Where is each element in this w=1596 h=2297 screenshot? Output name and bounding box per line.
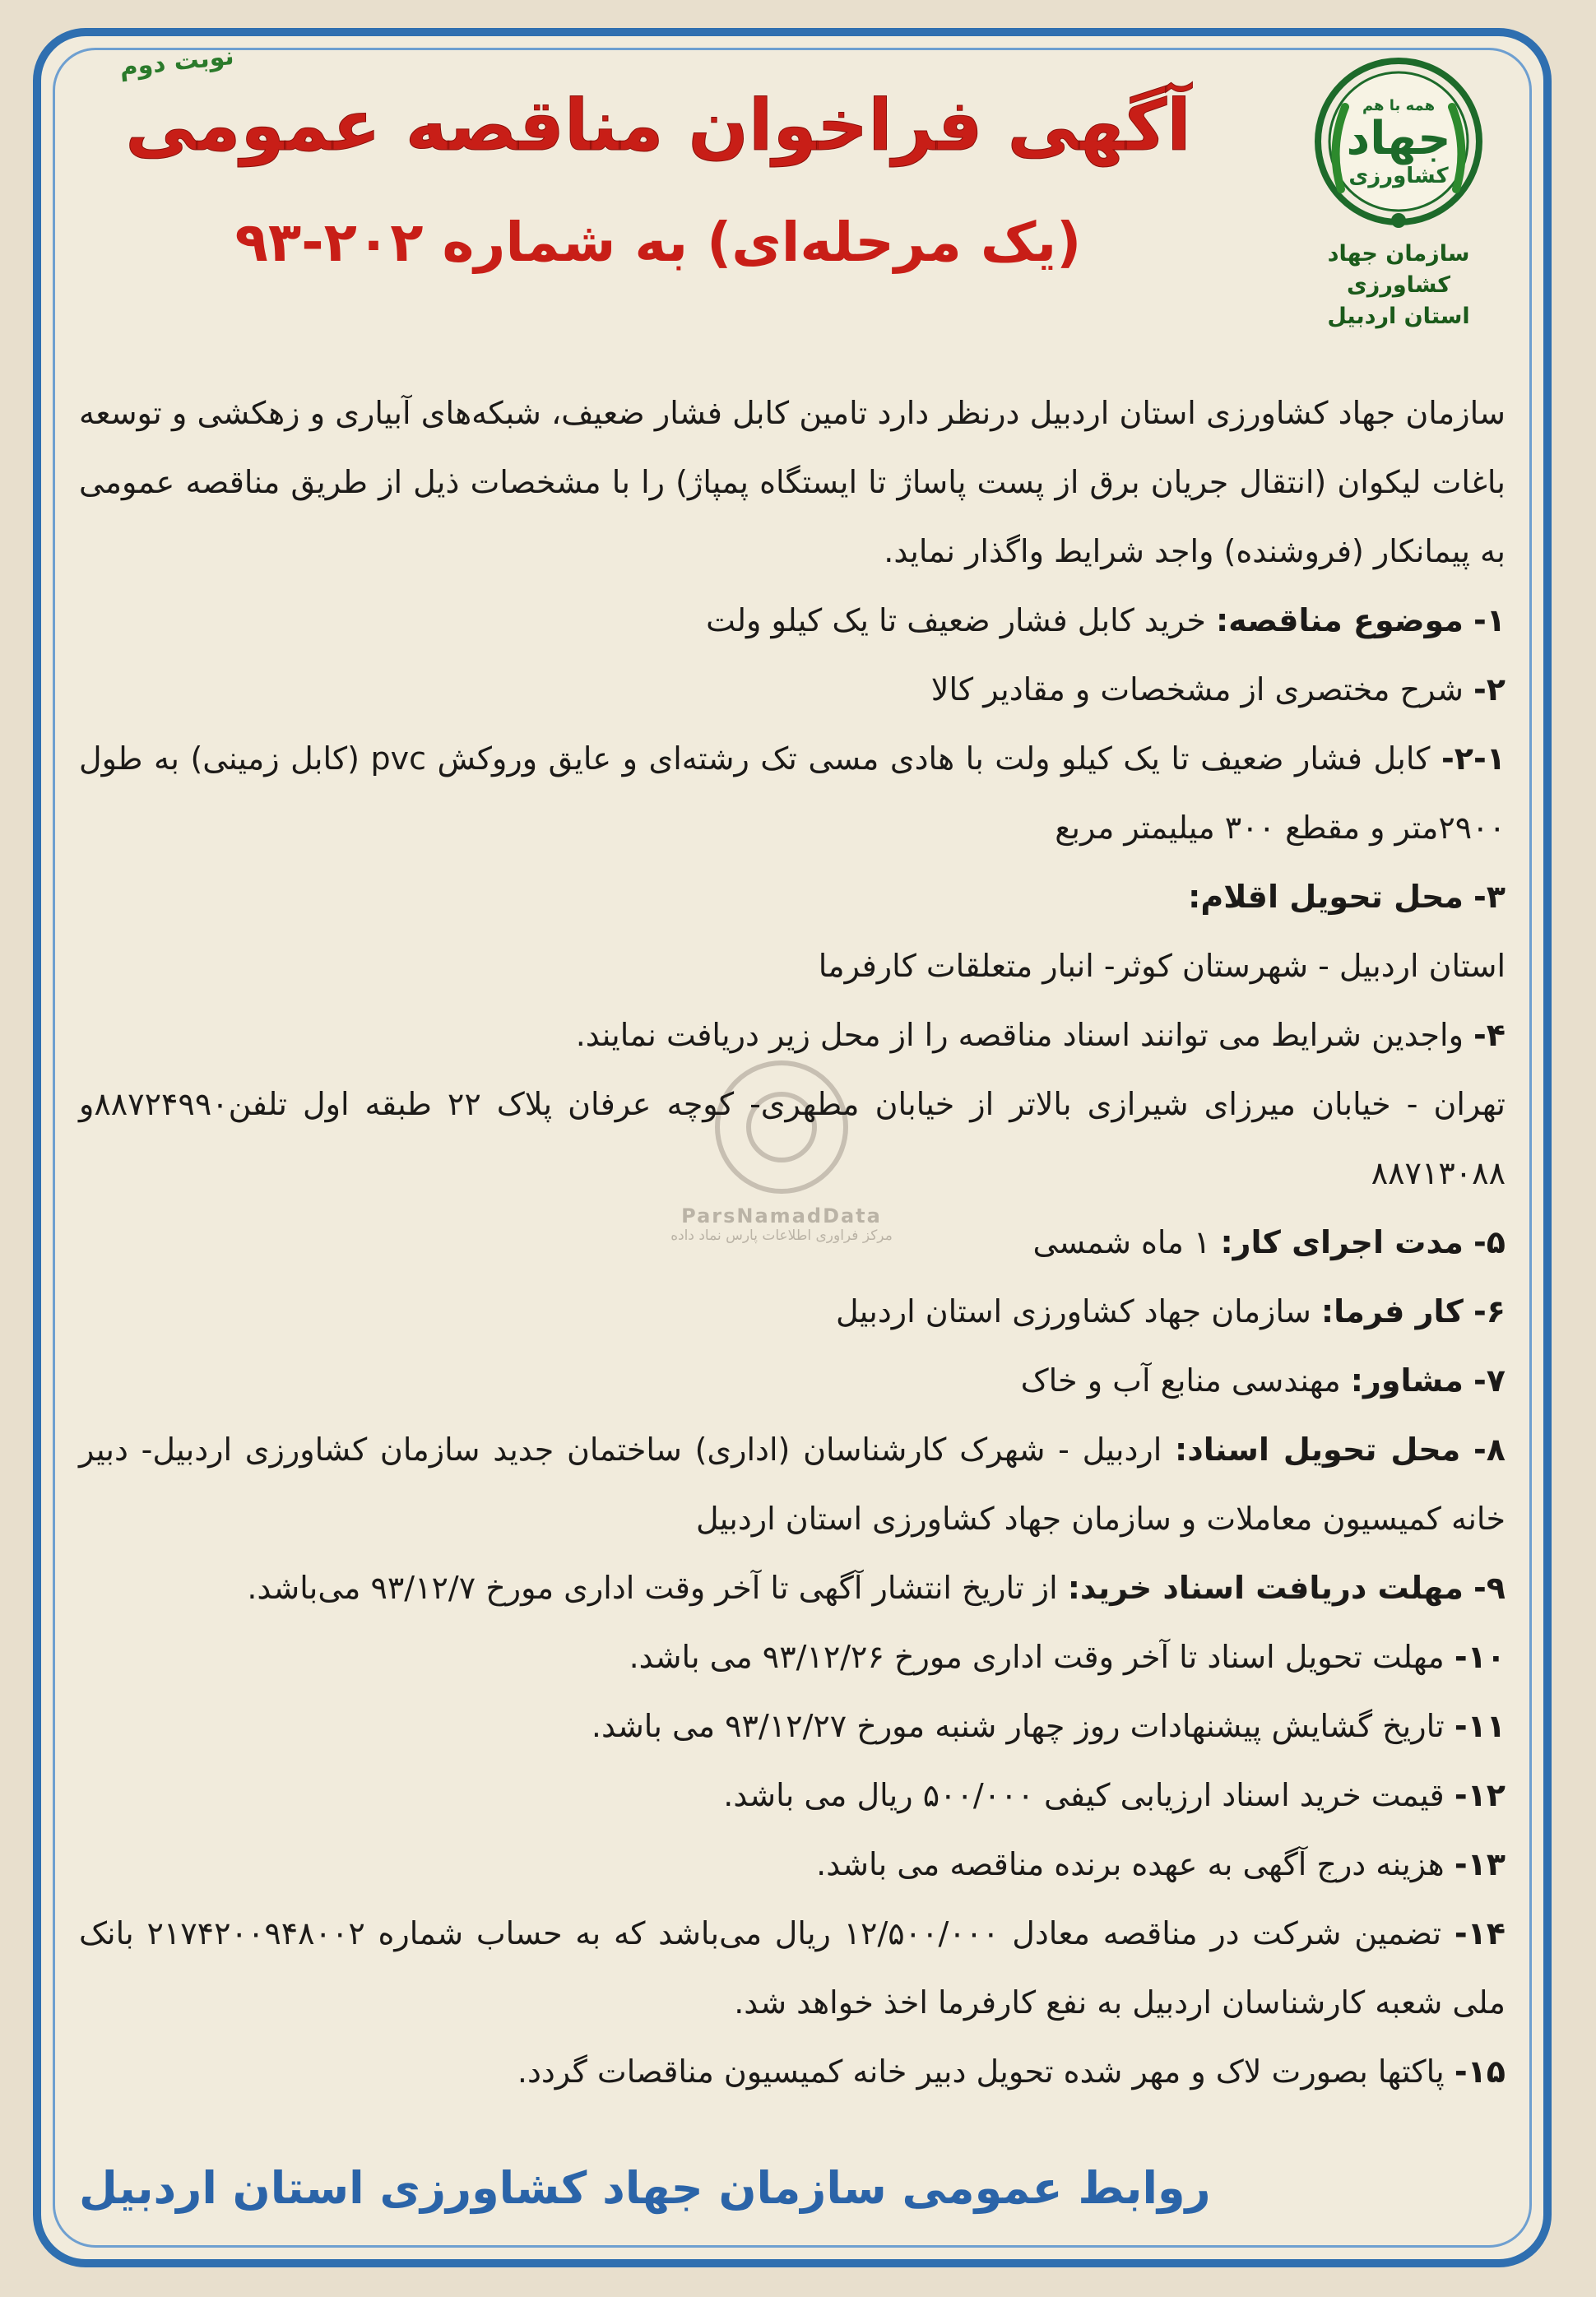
item-text: سازمان جهاد کشاورزی استان اردبیل bbox=[836, 1293, 1311, 1329]
item-label: محل تحویل اسناد: bbox=[1175, 1432, 1461, 1468]
item-label: مدت اجرای کار: bbox=[1220, 1224, 1464, 1260]
logo-seal-main: جهاد bbox=[1346, 112, 1451, 165]
footer-signature: روابط عمومی سازمان جهاد کشاورزی استان اردبیل bbox=[79, 2162, 1211, 2214]
item-text: ۱ ماه شمسی bbox=[1032, 1224, 1211, 1260]
list-item bbox=[79, 1691, 1506, 1761]
item-number: ۲- bbox=[1473, 671, 1506, 708]
list-item bbox=[79, 1899, 1506, 2037]
intro-paragraph: سازمان جهاد کشاورزی استان اردبیل درنظر دارد تامین کابل فشار ضعیف، شبکه‌های آبیاری و زهکشی و توسعه باغات لیکوان (انتقال جریان برق از پست پاساژ تا ایستگاه پمپاژ) را با مشخصات ذیل از طریق مناقصه عمومی به پیمانکار (فروشنده) واجد شرایط واگذار نماید. bbox=[79, 395, 1506, 569]
logo-seal-sub2: کشاورزی bbox=[1348, 164, 1449, 188]
item-text: واجدین شرایط می توانند اسناد مناقصه را از محل زیر دریافت نمایند. bbox=[575, 1017, 1464, 1053]
item-number: ۵- bbox=[1473, 1224, 1506, 1260]
item-label: مهلت دریافت اسناد خرید: bbox=[1067, 1570, 1464, 1606]
round-badge: نوبت دوم bbox=[118, 41, 236, 83]
item-text: خرید کابل فشار ضعیف تا یک کیلو ولت bbox=[706, 602, 1206, 638]
item-number: ۱- bbox=[1473, 602, 1506, 638]
item-number: ۱۴- bbox=[1454, 1915, 1506, 1951]
item-text: اردبیل - شهرک کارشناسان (اداری) ساختمان جدید سازمان کشاورزی اردبیل- دبیر خانه کمیسیون معاملات و سازمان جهاد کشاورزی استان اردبیل bbox=[79, 1432, 1506, 1537]
item-text: مهندسی منابع آب و خاک bbox=[1020, 1362, 1341, 1399]
item-number: ۶- bbox=[1473, 1293, 1506, 1329]
item-text: مهلت تحویل اسناد تا آخر وقت اداری مورخ ۹۳/۱۲/۲۶ می باشد. bbox=[629, 1639, 1445, 1675]
page-subtitle: (یک مرحله‌ای) به شماره ۲۰۲-۹۳ bbox=[234, 211, 1082, 274]
list-item bbox=[79, 1277, 1506, 1346]
item-number: ۱۲- bbox=[1454, 1777, 1506, 1813]
list-item bbox=[79, 655, 1506, 724]
list-item bbox=[79, 1346, 1506, 1415]
item-number: ۸- bbox=[1473, 1432, 1506, 1468]
list-item bbox=[79, 1830, 1506, 1899]
logo bbox=[1275, 49, 1522, 329]
list-item bbox=[79, 2037, 1506, 2106]
item-number: ۱۰- bbox=[1454, 1639, 1506, 1675]
list-item bbox=[79, 931, 1506, 1000]
item-label: مشاور: bbox=[1350, 1362, 1464, 1399]
list-item bbox=[79, 724, 1506, 862]
item-number: ۳- bbox=[1473, 879, 1506, 915]
list-item bbox=[79, 1070, 1506, 1208]
item-label: کار فرما: bbox=[1320, 1293, 1464, 1329]
logo-caption-2: استان اردبیل bbox=[1327, 304, 1470, 329]
item-text: از تاریخ انتشار آگهی تا آخر وقت اداری مورخ ۹۳/۱۲/۷ می‌باشد. bbox=[247, 1570, 1058, 1606]
watermark-sub: مرکز فراوری اطلاعات پارس نماد داده bbox=[670, 1227, 893, 1244]
list-item bbox=[79, 862, 1506, 931]
page-title: آگهی فراخوان مناقصه عمومی bbox=[125, 85, 1191, 167]
item-text: قیمت خرید اسناد ارزیابی کیفی ۵۰۰/۰۰۰ ریال می باشد. bbox=[723, 1777, 1445, 1813]
item-text: تاریخ گشایش پیشنهادات روز چهار شنبه مورخ ۹۳/۱۲/۲۷ می باشد. bbox=[591, 1708, 1445, 1744]
list-item bbox=[79, 1415, 1506, 1553]
list-item bbox=[79, 586, 1506, 655]
item-text: هزینه درج آگهی به عهده برنده مناقصه می باشد. bbox=[816, 1846, 1445, 1882]
list-item bbox=[79, 1622, 1506, 1691]
item-number: ۴- bbox=[1473, 1017, 1506, 1053]
item-number: ۱۵- bbox=[1454, 2053, 1506, 2090]
item-text: پاکتها بصورت لاک و مهر شده تحویل دبیر خانه کمیسیون مناقصات گردد. bbox=[517, 2053, 1445, 2090]
item-number: ۱۳- bbox=[1454, 1846, 1506, 1882]
logo-seal-sub: همه با هم bbox=[1362, 97, 1436, 114]
watermark-name: ParsNamadData bbox=[681, 1204, 882, 1227]
list-item bbox=[79, 1208, 1506, 1277]
item-number: ۹- bbox=[1473, 1570, 1506, 1606]
item-text: تضمین شرکت در مناقصه معادل ۱۲/۵۰۰/۰۰۰ ریال می‌باشد که به حساب شماره ۲۱۷۴۲۰۰۹۴۸۰۰۲ بانک ملی شعبه کارشناسان اردبیل به نفع کارفرما اخذ خواهد شد. bbox=[79, 1915, 1506, 2021]
logo-caption-1: سازمان جهاد کشاورزی bbox=[1327, 241, 1470, 298]
item-label: موضوع مناقصه: bbox=[1215, 602, 1464, 638]
list-item bbox=[79, 1761, 1506, 1830]
item-text: کابل فشار ضعیف تا یک کیلو ولت با هادی مسی تک رشته‌ای و عایق وروکش pvc (کابل زمینی) به طول ۲۹۰۰متر و مقطع ۳۰۰ میلیمتر مربع bbox=[79, 740, 1506, 846]
item-number: ۲-۱- bbox=[1441, 740, 1506, 777]
ad-body bbox=[79, 378, 1506, 2106]
item-number: ۷- bbox=[1473, 1362, 1506, 1399]
item-text: شرح مختصری از مشخصات و مقادیر کالا bbox=[930, 671, 1464, 708]
item-number: ۱۱- bbox=[1454, 1708, 1506, 1744]
list-item bbox=[79, 1553, 1506, 1622]
list-item bbox=[79, 1000, 1506, 1070]
item-text: استان اردبیل - شهرستان کوثر- انبار متعلقات کارفرما bbox=[818, 948, 1506, 984]
items-list bbox=[79, 586, 1506, 2106]
item-label: محل تحویل اقلام: bbox=[1188, 879, 1464, 915]
item-text: تهران - خیابان میرزای شیرازی بالاتر از خیابان مطهری- کوچه عرفان پلاک ۲۲ طبقه اول تلفن۸۸۷۲۴۹۹۰و ۸۸۷۱۳۰۸۸ bbox=[79, 1086, 1506, 1191]
